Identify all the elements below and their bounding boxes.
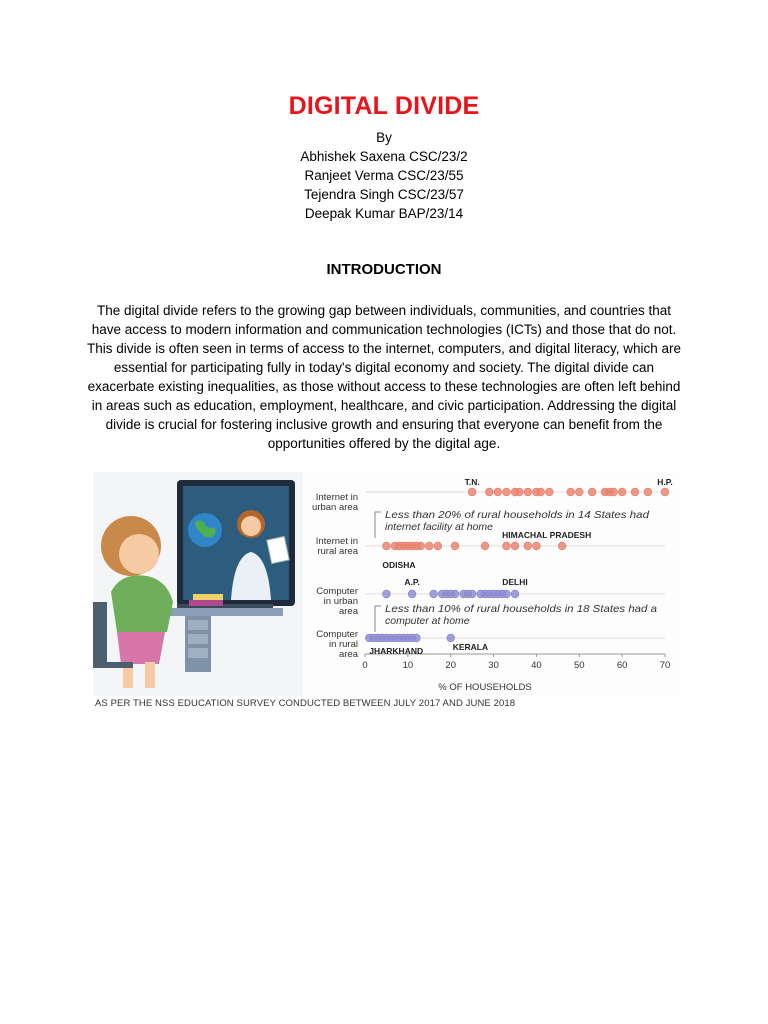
category-label: Internet in [315,492,358,503]
data-point [383,590,391,598]
data-point [503,542,511,550]
x-tick-label: 0 [362,660,368,671]
svg-text:Internet inurban area [312,492,359,513]
data-point [661,488,669,496]
data-point [533,542,541,550]
note-computer-cont: computer at home [385,615,470,627]
data-annotation: JHARKHAND [369,646,424,656]
data-point [485,488,493,496]
data-point [575,488,583,496]
data-point [383,542,391,550]
x-tick-label: 50 [573,660,585,671]
data-point [503,590,511,598]
byline-label: By [376,130,392,145]
category-label: area [338,606,358,617]
svg-text:Computerin urbanarea [316,586,358,617]
author-line: Abhishek Saxena CSC/23/2 [300,149,468,164]
data-point [610,488,618,496]
category-label: in urban [323,596,358,607]
data-annotation: A.P. [404,577,420,587]
data-point [447,634,455,642]
data-point [618,488,626,496]
data-point [503,488,511,496]
data-annotation: T.N. [464,477,480,487]
data-point [468,590,476,598]
data-point [558,542,566,550]
data-point [481,542,489,550]
data-point [588,488,596,496]
illustration [93,472,303,696]
category-label: in rural [328,639,358,650]
data-point [515,488,523,496]
x-tick-label: 30 [488,660,499,671]
author-line: Deepak Kumar BAP/23/14 [304,206,464,221]
svg-text:Computerin ruralarea [316,629,358,660]
category-label: rural area [317,546,358,557]
x-tick-label: 10 [402,660,414,671]
data-point [494,488,502,496]
data-point [545,488,553,496]
x-tick-label: 60 [616,660,628,671]
note-brackets [375,512,381,632]
chart-notes [385,509,657,627]
data-point [417,542,425,550]
data-point [468,488,476,496]
data-point [631,488,639,496]
category-label: Computer [316,586,358,597]
figure-caption: AS PER THE NSS EDUCATION SURVEY CONDUCTED BETWEEN JULY 2017 AND JUNE 2018 [95,698,516,709]
section-heading: INTRODUCTION [326,261,442,278]
x-tick-label: 40 [531,660,542,671]
note-internet: Less than 20% of rural households in 14 States had [385,509,651,521]
introduction-paragraph: The digital divide refers to the growing gap between individuals, communities, and countries that have access to modern information and communication technologies (ICTs) and those that do not. This divide is often seen in terms of access to the internet, computers, and digital literacy, which are essential for participating fully in today's digital economy and society. The digital divide can exacerbate existing inequalities, as those without access to these technologies are often left behind in areas such as education, employment, healthcare, and civic participation. Addressing the digital divide is crucial for fostering inclusive growth and ensuring that everyone can benefit from the opportunities offered by the digital age. [86,303,682,451]
note-internet-cont: internet facility at home [385,521,493,533]
data-point [524,488,532,496]
data-point [567,488,575,496]
data-point [413,634,421,642]
data-point [511,542,519,550]
category-label: Computer [316,629,358,640]
data-annotation: H.P. [657,477,673,487]
category-label: Internet in [315,536,358,547]
author-line: Tejendra Singh CSC/23/57 [304,187,464,202]
data-point [408,590,416,598]
data-point [524,542,532,550]
data-point [451,542,459,550]
data-point [511,590,519,598]
author-line: Ranjeet Verma CSC/23/55 [304,168,464,183]
data-annotation: DELHI [502,577,528,587]
byline-block [0,128,768,223]
svg-text:Internet inrural area [316,536,359,557]
chart-category-labels [312,492,359,660]
note-computer: Less than 10% of rural households in 18 States had a [385,603,658,615]
data-point [425,542,433,550]
data-annotation: HIMACHAL PRADESH [502,530,592,540]
data-point [451,590,459,598]
data-point [644,488,652,496]
data-annotation: ODISHA [382,560,416,570]
x-tick-label: 70 [659,660,671,671]
x-axis-label: % OF HOUSEHOLDS [438,682,532,693]
data-point [434,542,442,550]
document-title: DIGITAL DIVIDE [288,92,480,120]
infographic-svg [93,472,681,696]
category-label: urban area [312,502,358,513]
data-point [430,590,438,598]
data-annotation: KERALA [452,642,489,652]
category-label: area [338,649,358,660]
x-tick-label: 20 [445,660,457,671]
infographic-figure [93,472,681,696]
data-point [537,488,545,496]
